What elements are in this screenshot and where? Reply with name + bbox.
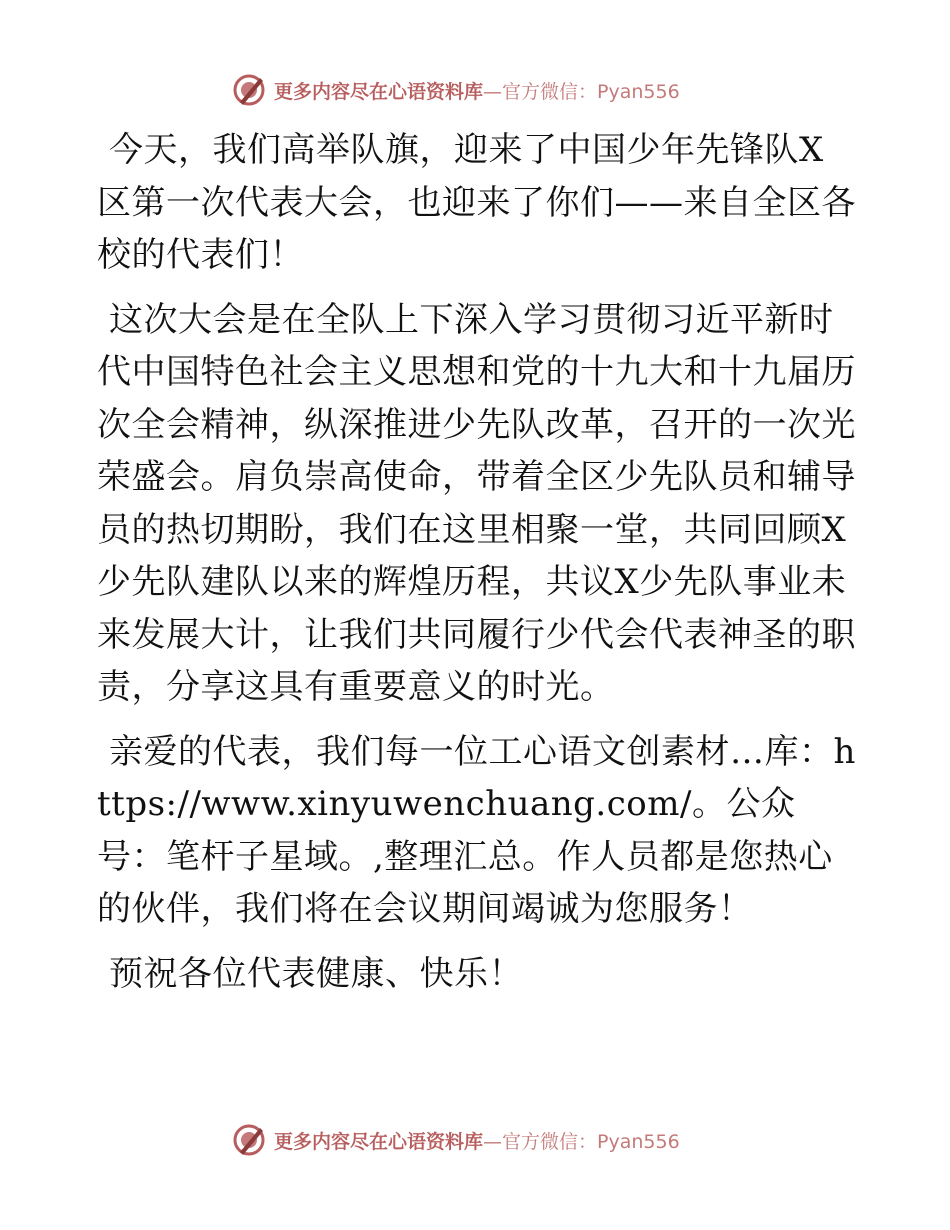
paragraph-4: 预祝各位代表健康、快乐！ xyxy=(109,953,523,994)
paragraph-3: 亲爱的代表，我们每一位工心语文创素材…库：https://www.xinyuwenchuang.com/。公众号：笔杆子星域。,整理汇总。作人员都是您热心的伙伴，我们将在会议期间竭诚为您服务！ xyxy=(97,731,856,929)
watermark-wechat-id: Pyan556 xyxy=(597,1130,680,1153)
watermark-text xyxy=(274,77,680,104)
watermark-site-name: 更多内容尽在心语资料库 xyxy=(274,80,484,103)
watermark-text xyxy=(274,1127,680,1154)
paragraph-2: 这次大会是在全队上下深入学习贯彻习近平新时代中国特色社会主义思想和党的十九大和十九届历次全会精神，纵深推进少先队改革，召开的一次光荣盛会。肩负崇高使命，带着全区少先队员和辅导员的热切期盼，我们在这里相聚一堂，共同回顾X少先队建队以来的辉煌历程，共议X少先队事业未来发展大计，让我们共同履行少代会代表神圣的职责，分享这具有重要意义的时光。 xyxy=(97,299,856,707)
seal-pen-icon xyxy=(232,1122,268,1158)
watermark-wechat-label: 官方微信： xyxy=(502,80,598,103)
footer-watermark xyxy=(232,1122,680,1158)
watermark-wechat-label: 官方微信： xyxy=(502,1130,598,1153)
document-body xyxy=(97,124,857,1012)
header-watermark xyxy=(232,72,680,108)
watermark-dash: — xyxy=(483,80,503,103)
watermark-dash: — xyxy=(483,1130,503,1153)
watermark-wechat-id: Pyan556 xyxy=(597,80,680,103)
paragraph-1: 今天，我们高举队旗，迎来了中国少年先锋队X区第一次代表大会，也迎来了你们——来自全区各校的代表们！ xyxy=(97,130,856,275)
watermark-site-name: 更多内容尽在心语资料库 xyxy=(274,1130,484,1153)
seal-pen-icon xyxy=(232,72,268,108)
